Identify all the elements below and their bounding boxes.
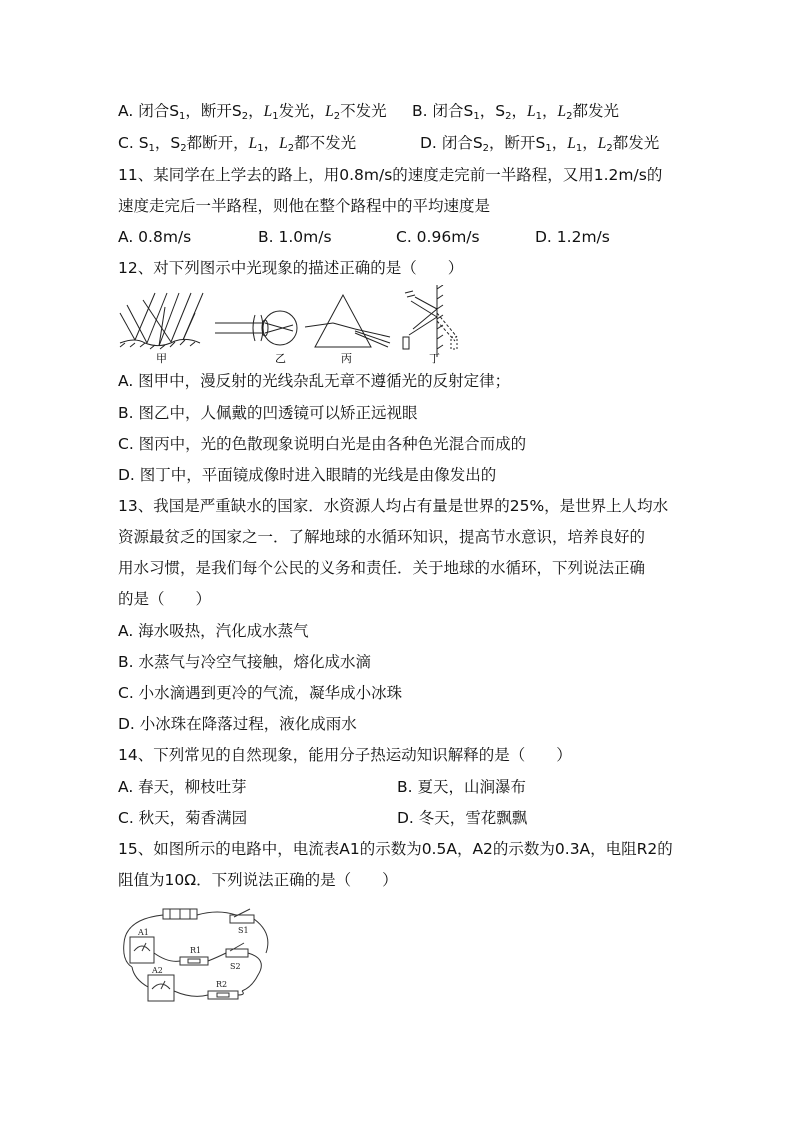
q14-option-d: D. 冬天，雪花飘飘 — [397, 809, 528, 827]
fig-label-jia: 甲 — [156, 352, 167, 365]
q13-option-b: B. 水蒸气与冷空气接触，熔化成水滴 — [118, 653, 371, 671]
fig-label-bing: 丙 — [341, 352, 352, 365]
q14-option-b: B. 夏天，山涧瀑布 — [397, 778, 526, 796]
label-s2: S2 — [230, 962, 241, 971]
q14-option-c: C. 秋天，菊香满园 — [118, 809, 248, 827]
q13-stem-line2: 资源最贫乏的国家之一．了解地球的水循环知识，提高节水意识，培养良好的 — [118, 528, 646, 546]
q15-stem-line2: 阻值为10Ω．下列说法正确的是（ ） — [118, 871, 398, 889]
q13-option-a: A. 海水吸热，汽化成水蒸气 — [118, 622, 309, 640]
q13-stem-line3: 用水习惯，是我们每个公民的义务和责任．关于地球的水循环，下列说法正确 — [118, 559, 646, 577]
resistor-r1-icon — [180, 957, 208, 965]
label-r2: R2 — [216, 980, 228, 989]
q11-stem-line2: 速度走完后一半路程，则他在整个路程中的平均速度是 — [118, 197, 491, 215]
q11-option-b: B. 1.0m/s — [258, 228, 332, 246]
label-s1: S1 — [238, 926, 249, 935]
q12-option-b: B. 图乙中，人佩戴的凹透镜可以矫正远视眼 — [118, 404, 418, 422]
q14-option-a: A. 春天，柳枝吐芽 — [118, 778, 247, 796]
q13-option-d: D. 小冰珠在降落过程，液化成雨水 — [118, 715, 357, 733]
q14-stem: 14、下列常见的自然现象，能用分子热运动知识解释的是（ ） — [118, 746, 572, 764]
q12-option-a: A. 图甲中，漫反射的光线杂乱无章不遵循光的反射定律； — [118, 372, 511, 390]
figure-bing-prism — [305, 295, 390, 347]
figure-ding-plane-mirror — [403, 285, 457, 357]
q15-circuit-figure — [118, 903, 278, 1015]
q10-option-c: C. $S_1$，$S_2$都断开，$L_1$，$L_2$都不发光 — [118, 134, 357, 154]
q15-stem-line1: 15、如图所示的电路中，电流表A1的示数为0.5A，A2的示数为0.3A，电阻R2的 — [118, 840, 673, 858]
switch-s1-icon — [230, 915, 254, 923]
q11-option-d: D. 1.2m/s — [535, 228, 610, 246]
fig-label-ding: 丁 — [429, 352, 440, 365]
q10-option-b: B. 闭合$S_1$，$S_2$，$L_1$，$L_2$都发光 — [412, 102, 619, 122]
q11-option-c: C. 0.96m/s — [396, 228, 480, 246]
resistor-r2-icon — [208, 991, 238, 999]
q12-option-d: D. 图丁中，平面镜成像时进入眼睛的光线是由像发出的 — [118, 466, 497, 484]
label-a1: A1 — [138, 928, 149, 937]
q11-option-a: A. 0.8m/s — [118, 228, 192, 246]
switch-s2-icon — [226, 949, 248, 957]
q13-option-c: C. 小水滴遇到更冷的气流，凝华成小冰珠 — [118, 684, 403, 702]
q12-option-c: C. 图丙中，光的色散现象说明白光是由各种色光混合而成的 — [118, 435, 527, 453]
q12-figure — [115, 285, 475, 365]
q10-option-a: A. 闭合$S_1$，断开$S_2$，$L_1$发光，$L_2$不发光 — [118, 102, 387, 122]
label-a2: A2 — [152, 966, 163, 975]
figure-yi-eye-lens — [215, 311, 297, 345]
q13-stem-line4: 的是（ ） — [118, 590, 212, 608]
fig-label-yi: 乙 — [275, 352, 286, 365]
q13-stem-line1: 13、我国是严重缺水的国家．水资源人均占有量是世界的25%，是世界上人均水 — [118, 497, 669, 515]
figure-jia-diffuse-reflection — [120, 293, 203, 349]
q11-stem-line1: 11、某同学在上学去的路上，用0.8m/s的速度走完前一半路程，又用1.2m/s的 — [118, 166, 663, 184]
label-r1: R1 — [190, 946, 202, 955]
q10-option-d: D. 闭合$S_2$，断开$S_1$，$L_1$，$L_2$都发光 — [420, 134, 660, 154]
q12-stem: 12、对下列图示中光现象的描述正确的是（ ） — [118, 259, 464, 277]
